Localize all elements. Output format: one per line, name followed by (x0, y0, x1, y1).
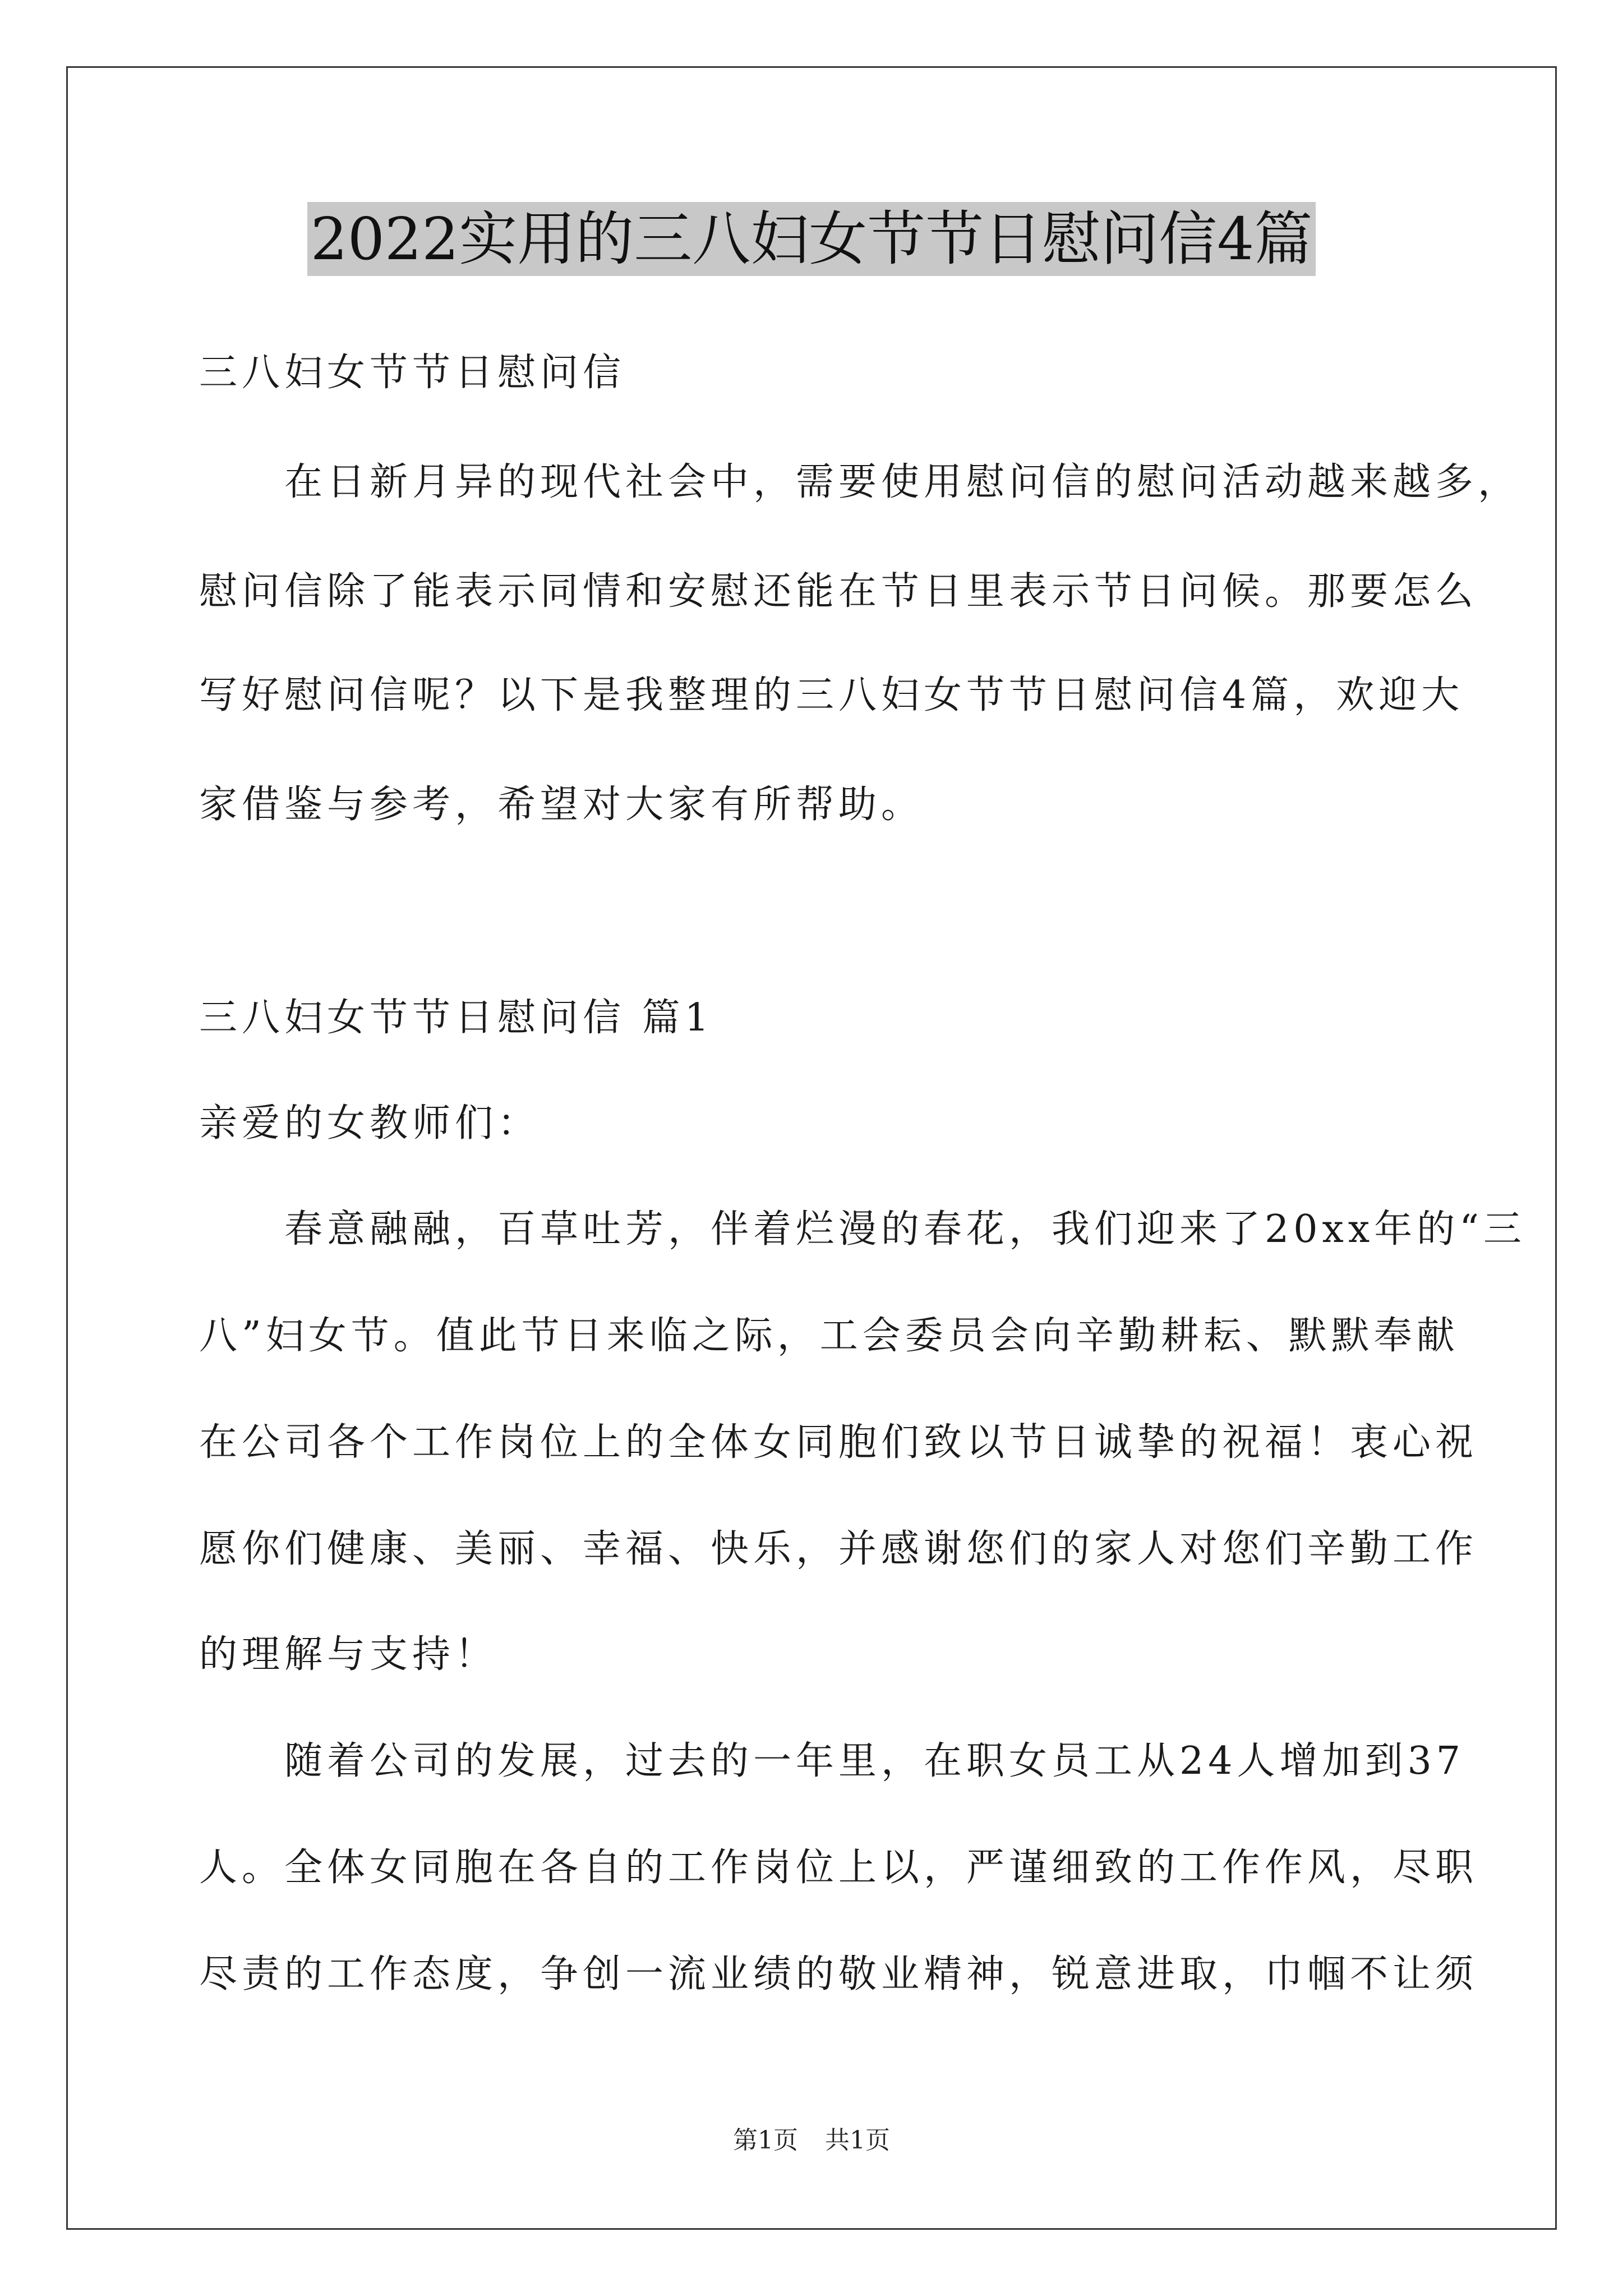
page-footer (0, 2125, 1623, 2156)
page-number: 第1页 (733, 2126, 798, 2155)
paragraph-line: 八”妇女节。值此节日来临之际，工会委员会向辛勤耕耘、默默奉献 (199, 1314, 1459, 1358)
paragraph-line: 家借鉴与参考，希望对大家有所帮助。 (199, 783, 924, 827)
paragraph-line: 的理解与支持！ (199, 1632, 498, 1677)
page-total: 共1页 (825, 2126, 890, 2155)
paragraph-line: 愿你们健康、美丽、幸福、快乐，并感谢您们的家人对您们辛勤工作 (199, 1527, 1478, 1571)
section-heading: 三八妇女节节日慰问信 (199, 351, 626, 395)
paragraph-line: 写好慰问信呢？以下是我整理的三八妇女节节日慰问信4篇，欢迎大 (199, 673, 1464, 717)
document-title: 2022实用的三八妇女节节日慰问信4篇 (307, 202, 1316, 276)
paragraph-line: 在公司各个工作岗位上的全体女同胞们致以节日诚挚的祝福！衷心祝 (199, 1420, 1478, 1465)
paragraph-line: 尽责的工作态度，争创一流业绩的敬业精神，锐意进取，巾帼不让须 (199, 1952, 1478, 1996)
paragraph-line: 人。全体女同胞在各自的工作岗位上以，严谨细致的工作作风，尽职 (199, 1846, 1478, 1890)
paragraph-line: 在日新月异的现代社会中，需要使用慰问信的慰问活动越来越多， (199, 460, 1521, 504)
title-container (0, 202, 1623, 276)
paragraph-line: 春意融融，百草吐芳，伴着烂漫的春花，我们迎来了20xx年的“三 (199, 1207, 1526, 1251)
section-heading: 三八妇女节节日慰问信 篇1 (199, 996, 713, 1040)
paragraph-line: 慰问信除了能表示同情和安慰还能在节日里表示节日问候。那要怎么 (199, 569, 1478, 614)
salutation: 亲爱的女教师们： (199, 1101, 541, 1145)
paragraph-line: 随着公司的发展，过去的一年里，在职女员工从24人增加到37 (199, 1739, 1465, 1783)
